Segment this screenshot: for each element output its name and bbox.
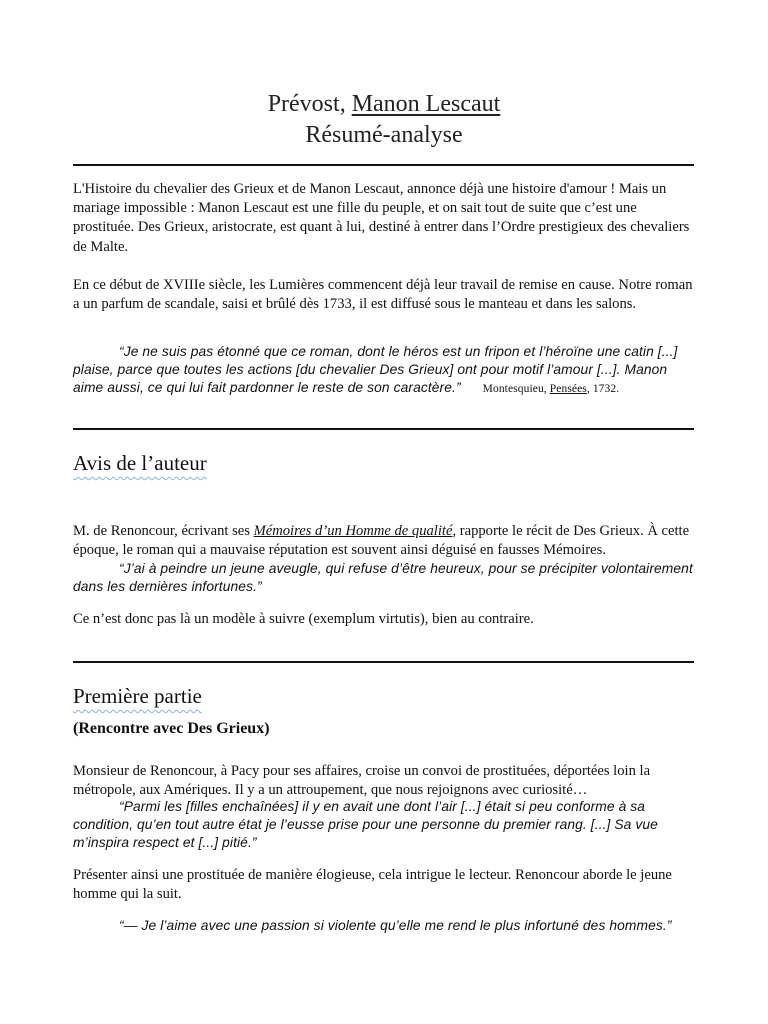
quote-text: “Je ne suis pas étonné que ce roman, dont le héros est un fripon et l’héroïne une catin [...] plaise, parce que toutes les actions [du chevalier Des Grieux] ont pour motif l’amour [...]. Manon aime aussi, ce qui lui fait pardonner le reste de son caractère.” [73,344,678,396]
divider-rule [73,164,694,166]
citation-author: Montesquieu, [482,383,550,396]
montesquieu-quote [73,343,698,399]
partie1-paragraph-1: Monsieur de Renoncour, à Pacy pour ses affaires, croise un convoi de prostituées, déportées loin la métropole, aux Amériques. Il y a un attroupement, que nous rejoignons avec curiosité… [73,763,651,799]
avis-text-a: M. de Renoncour, écrivant ses [73,523,254,539]
citation-work: Pensées [549,383,587,396]
divider-rule [73,661,694,663]
citation-year: , 1732. [586,383,620,396]
section-heading-premiere-partie: Première partie [73,684,202,708]
document-subtitle: Résumé-analyse [305,122,463,148]
section-subheading: (Rencontre avec Des Grieux) [73,720,270,737]
partie1-quote-2 [73,917,698,935]
quote-text: “Parmi les [filles enchaînées] il y en avait une dont l’air [...] était si peu conforme à sa condition, qu’en tout autre état je l’eusse prise pour une personne du premier rang. [...] Sa vue m’inspira respect et [...] pitié.” [73,799,658,851]
partie1-quote-1 [73,798,698,853]
partie1-paragraph-2: Présenter ainsi une prostituée de manière élogieuse, cela intrigue le lecteur. Renoncour aborde le jeune homme qui la suit. [73,867,672,903]
avis-quote [73,560,698,596]
avis-paragraph-1 [73,522,698,560]
title-work: Manon Lescaut [351,91,501,117]
avis-text-b: , rapporte le récit de Des Grieux. À cette époque, le roman qui a mauvaise réputation est souvent ainsi déguisé en fausses Mémoires. [73,523,690,559]
intro-paragraph-2: En ce début de XVIIIe siècle, les Lumières commencent déjà leur travail de remise en cause. Notre roman a un parfum de scandale, saisi et brûlé dès 1733, il est diffusé sous le manteau et dans les salons. [73,277,693,313]
intro-paragraph-1: L'Histoire du chevalier des Grieux et de Manon Lescaut, annonce déjà une histoire d'amour ! Mais un mariage impossible : Manon Lescaut est une fille du peuple, et on sait tout de suite que c’est une prostituée. Des Grieux, aristocrate, est quant à lui, destiné à entrer dans l’Ordre prestigieux des chevaliers de Malte. [73,181,690,255]
quote-text: “J’ai à peindre un jeune aveugle, qui refuse d’être heureux, pour se précipiter volontairement dans les dernières infortunes.” [73,561,693,595]
memoires-title: Mémoires d’un Homme de qualité [253,523,453,539]
avis-paragraph-2: Ce n’est donc pas là un modèle à suivre (exemplum virtutis), bien au contraire. [73,611,534,627]
quote-text: “— Je l’aime avec une passion si violente qu’elle me rend le plus infortuné des hommes.” [119,918,672,933]
quote-citation [483,383,620,395]
divider-rule [73,428,694,430]
section-heading-avis: Avis de l’auteur [73,451,207,475]
document-title [0,89,768,119]
title-author: Prévost, [267,91,352,117]
